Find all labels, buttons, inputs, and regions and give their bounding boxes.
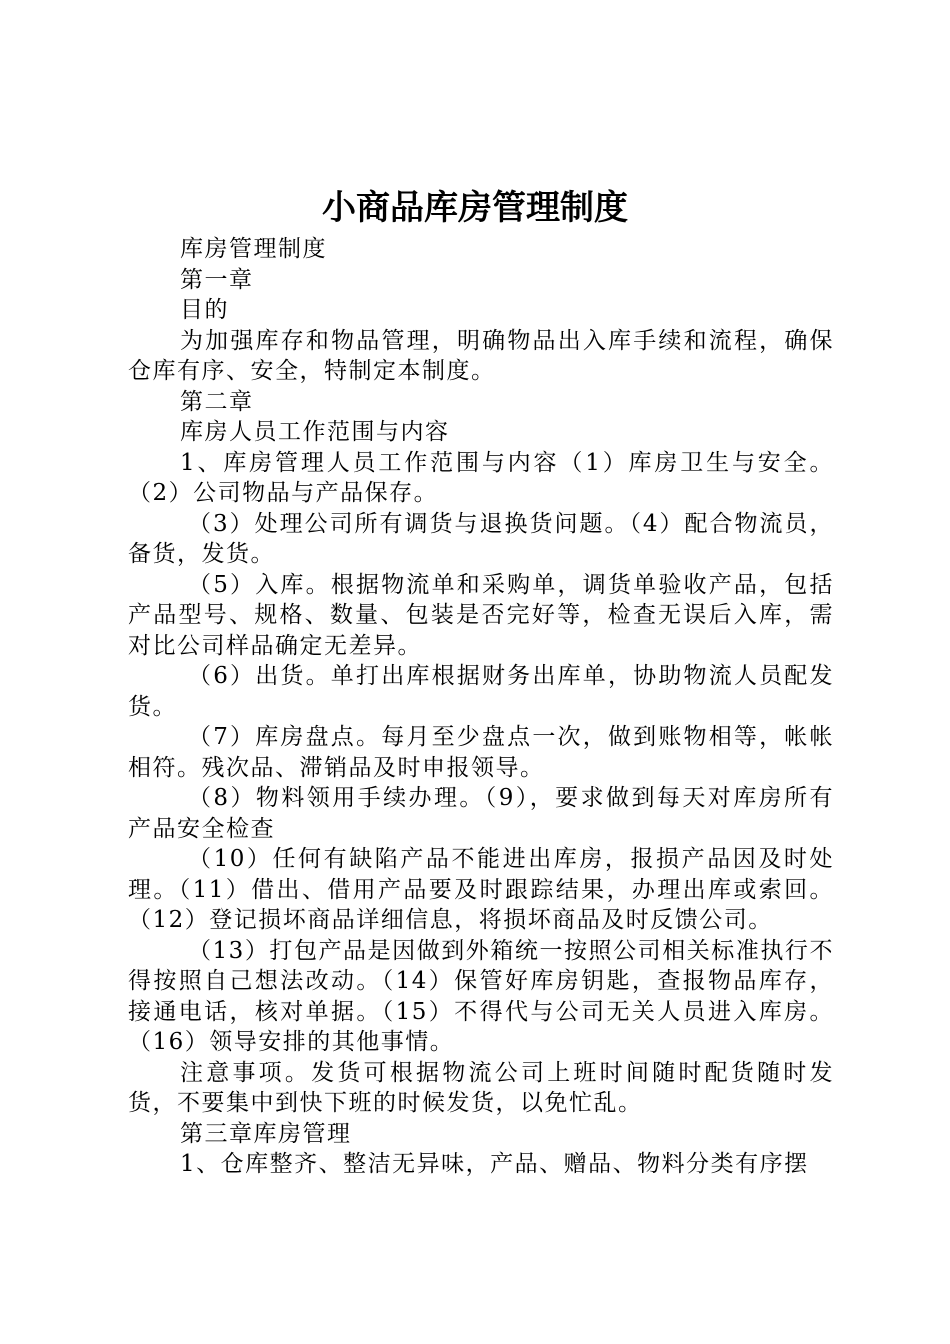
paragraph-chapter-one: 第一章 — [180, 266, 254, 293]
paragraph-item-3: （3）处理公司所有调货与退换货问题。（4）配合物流员，备货，发货。 — [128, 510, 834, 567]
paragraph-item-5: （5）入库。根据物流单和采购单，调货单验收产品，包括产品型号、规格、数量、包装是否完好等，检查无误后入库，需对比公司样品确定无差异。 — [128, 571, 834, 659]
paragraph-chapter-two: 第二章 — [180, 388, 254, 415]
paragraph-chapter-three: 第三章库房管理 — [180, 1120, 352, 1147]
paragraph-item-13: （13）打包产品是因做到外箱统一按照公司相关标准执行不得按照自己想法改动。（14）保管好库房钥匙，查报物品库存，接通电话，核对单据。（15）不得代与公司无关人员进入库房。（16）领导安排的其他事情。 — [128, 937, 834, 1055]
document-body — [128, 234, 834, 1180]
paragraph-notes: 注意事项。发货可根据物流公司上班时间随时配货随时发货，不要集中到快下班的时候发货，以免忙乱。 — [128, 1059, 834, 1116]
paragraph-purpose: 为加强库存和物品管理，明确物品出入库手续和流程，确保仓库有序、安全，特制定本制度。 — [128, 327, 834, 384]
document-title: 小商品库房管理制度 — [322, 188, 628, 228]
paragraph-item-8: （8）物料领用手续办理。（9），要求做到每天对库房所有产品安全检查 — [128, 785, 834, 842]
paragraph-item-6: （6）出货。单打出库根据财务出库单，协助物流人员配发货。 — [128, 663, 834, 720]
paragraph-purpose-heading: 目的 — [180, 297, 229, 323]
paragraph-heading: 库房管理制度 — [180, 236, 327, 262]
paragraph-scope-heading: 库房人员工作范围与内容 — [180, 419, 450, 445]
paragraph-item-10: （10）任何有缺陷产品不能进出库房，报损产品因及时处理。（11）借出、借用产品要及时跟踪结果，办理出库或索回。（12）登记损坏商品详细信息，将损坏商品及时反馈公司。 — [128, 846, 834, 933]
paragraph-item-7: （7）库房盘点。每月至少盘点一次，做到账物相等，帐帐相符。残次品、滞销品及时申报领导。 — [128, 724, 834, 781]
paragraph-item-1: 1、库房管理人员工作范围与内容（1）库房卫生与安全。（2）公司物品与产品保存。 — [128, 449, 834, 506]
paragraph-warehouse-1: 1、仓库整齐、整洁无异味，产品、赠品、物料分类有序摆 — [180, 1151, 809, 1177]
